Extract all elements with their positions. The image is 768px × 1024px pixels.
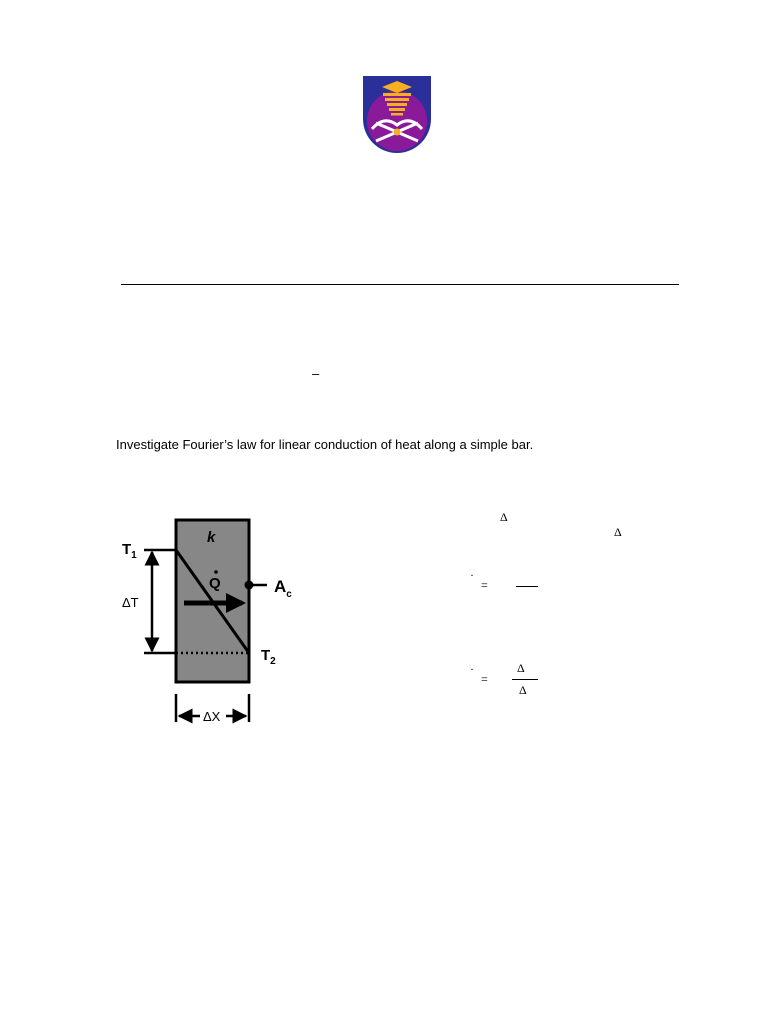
label-delta-t: ΔT: [122, 595, 139, 610]
fourier-bar-diagram: [118, 512, 308, 727]
university-logo: [362, 75, 432, 155]
equation-2-fraction-bar: [512, 679, 538, 680]
equation-2-dot: ·: [470, 662, 474, 676]
horizontal-rule: [121, 284, 679, 285]
equation-2-numerator: Δ: [517, 661, 525, 675]
label-ac: $A_c$: [274, 577, 292, 600]
delta-symbol-1: Δ: [500, 510, 508, 524]
equation-2-denominator: Δ: [519, 683, 527, 697]
objective-text: Investigate Fourier’s law for linear conduction of heat along a simple bar.: [116, 437, 534, 452]
equation-1-equals: =: [481, 578, 488, 592]
delta-symbol-2: Δ: [614, 525, 622, 539]
dash-mark: –: [312, 366, 320, 381]
equation-1-fraction-bar: [516, 586, 538, 587]
q-dot: [214, 570, 218, 574]
label-k: k: [207, 529, 216, 546]
label-t1: $T_1$: [122, 541, 137, 561]
label-q: Q: [209, 575, 221, 592]
label-delta-x: ΔX: [203, 709, 221, 724]
equation-2-equals: =: [481, 672, 488, 686]
equation-1-dot: ·: [470, 568, 474, 582]
label-t2: $T_2$: [261, 647, 276, 667]
